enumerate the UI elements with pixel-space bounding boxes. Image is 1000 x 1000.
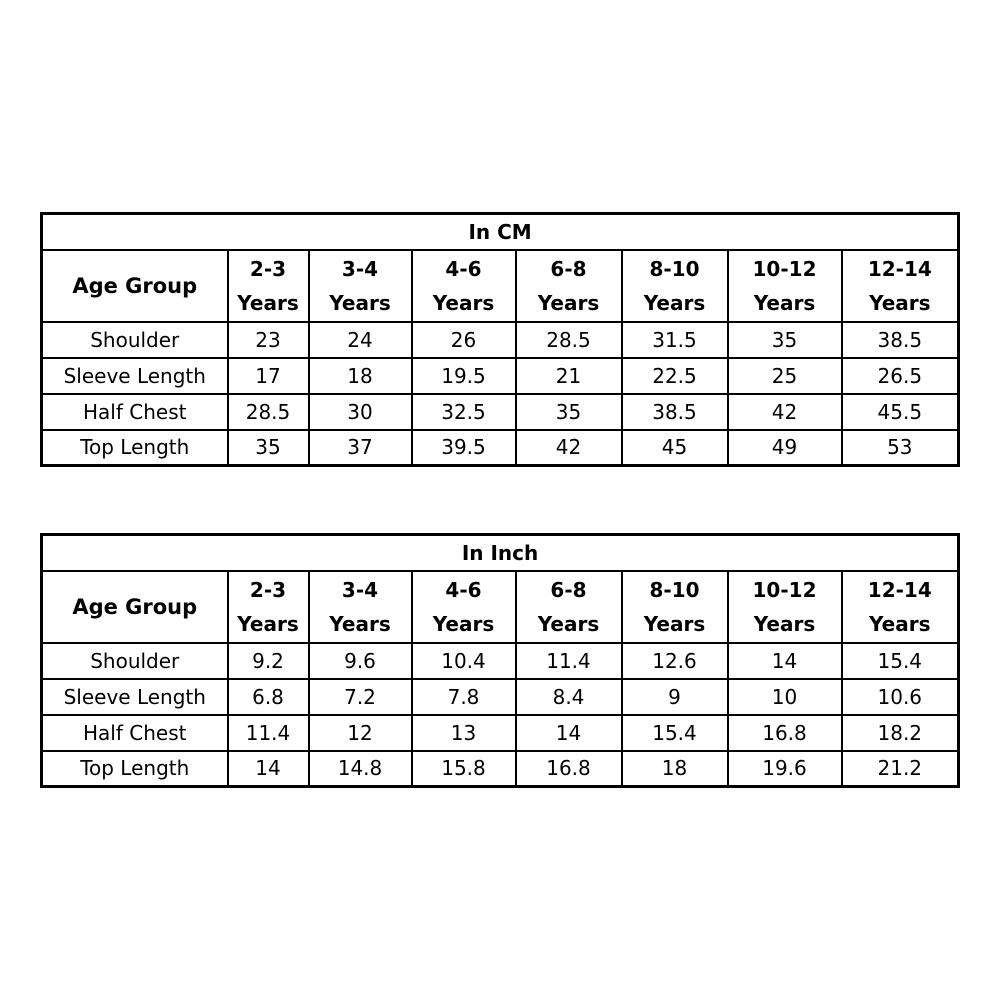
column-header-range: 3-4 bbox=[341, 256, 379, 281]
column-header bbox=[412, 571, 516, 643]
table-cell: 28.5 bbox=[228, 394, 309, 430]
column-header-unit: Years bbox=[329, 611, 391, 636]
table-row bbox=[42, 679, 959, 715]
size-table-inch bbox=[40, 533, 960, 788]
table-cell: 21.2 bbox=[842, 751, 959, 787]
table-cell: 30 bbox=[309, 394, 412, 430]
column-header bbox=[842, 571, 959, 643]
table-cell: 16.8 bbox=[728, 715, 842, 751]
table-cell: 19.6 bbox=[728, 751, 842, 787]
table-cell: 15.4 bbox=[842, 643, 959, 679]
column-header-range: 4-6 bbox=[445, 577, 482, 602]
column-header-range: 2-3 bbox=[249, 256, 287, 281]
table-row bbox=[42, 643, 959, 679]
table-cell: 25 bbox=[728, 358, 842, 394]
table-cell: 22.5 bbox=[622, 358, 728, 394]
table-cell: 21 bbox=[516, 358, 622, 394]
column-header bbox=[412, 250, 516, 322]
column-header-unit: Years bbox=[753, 290, 816, 315]
table-cell: 16.8 bbox=[516, 751, 622, 787]
table-cell: 23 bbox=[228, 322, 309, 358]
column-header-range: 2-3 bbox=[249, 577, 287, 602]
table-cell: 15.4 bbox=[622, 715, 728, 751]
column-header-range: 10-12 bbox=[752, 577, 817, 602]
table-cell: 42 bbox=[728, 394, 842, 430]
table-cell: 24 bbox=[309, 322, 412, 358]
table-row bbox=[42, 358, 959, 394]
table-caption-row bbox=[42, 214, 959, 250]
column-header bbox=[309, 571, 412, 643]
table-cell: 12.6 bbox=[622, 643, 728, 679]
table-cell: 17 bbox=[228, 358, 309, 394]
table-caption: In CM bbox=[42, 214, 959, 250]
table-cell: 9.2 bbox=[228, 643, 309, 679]
row-label: Shoulder bbox=[42, 322, 228, 358]
column-header-unit: Years bbox=[329, 290, 391, 315]
column-header bbox=[622, 250, 728, 322]
table-cell: 35 bbox=[228, 430, 309, 466]
column-header-range: 6-8 bbox=[550, 256, 587, 281]
column-header-unit: Years bbox=[237, 611, 299, 636]
table-cell: 35 bbox=[516, 394, 622, 430]
table-cell: 8.4 bbox=[516, 679, 622, 715]
row-label: Sleeve Length bbox=[42, 358, 228, 394]
column-header bbox=[728, 571, 842, 643]
table-cell: 49 bbox=[728, 430, 842, 466]
table-caption: In Inch bbox=[42, 535, 959, 571]
table-cell: 35 bbox=[728, 322, 842, 358]
row-label: Top Length bbox=[42, 430, 228, 466]
table-cell: 14.8 bbox=[309, 751, 412, 787]
table-cell: 26 bbox=[412, 322, 516, 358]
table-cell: 45 bbox=[622, 430, 728, 466]
row-label: Top Length bbox=[42, 751, 228, 787]
size-table-cm bbox=[40, 212, 960, 467]
table-cell: 11.4 bbox=[516, 643, 622, 679]
column-header-range: 12-14 bbox=[867, 577, 932, 602]
table-cell: 10.6 bbox=[842, 679, 959, 715]
table-cell: 38.5 bbox=[842, 322, 959, 358]
column-header-range: 4-6 bbox=[445, 256, 482, 281]
table-cell: 14 bbox=[728, 643, 842, 679]
table-cell: 7.2 bbox=[309, 679, 412, 715]
column-header-range: 8-10 bbox=[649, 577, 700, 602]
table-cell: 12 bbox=[309, 715, 412, 751]
table-cell: 10 bbox=[728, 679, 842, 715]
table-cell: 31.5 bbox=[622, 322, 728, 358]
age-group-header: Age Group bbox=[42, 250, 228, 322]
table-cell: 39.5 bbox=[412, 430, 516, 466]
column-header bbox=[309, 250, 412, 322]
table-header-row bbox=[42, 571, 959, 643]
column-header-unit: Years bbox=[753, 611, 816, 636]
table-cell: 10.4 bbox=[412, 643, 516, 679]
table-cell: 32.5 bbox=[412, 394, 516, 430]
table-header-row bbox=[42, 250, 959, 322]
table-cell: 37 bbox=[309, 430, 412, 466]
column-header-unit: Years bbox=[643, 290, 706, 315]
table-cell: 18 bbox=[309, 358, 412, 394]
column-header-unit: Years bbox=[432, 290, 495, 315]
table-cell: 9.6 bbox=[309, 643, 412, 679]
table-cell: 42 bbox=[516, 430, 622, 466]
table-cell: 19.5 bbox=[412, 358, 516, 394]
table-row bbox=[42, 430, 959, 466]
table-row bbox=[42, 751, 959, 787]
table-cell: 15.8 bbox=[412, 751, 516, 787]
table-cell: 14 bbox=[228, 751, 309, 787]
table-cell: 38.5 bbox=[622, 394, 728, 430]
column-header bbox=[228, 571, 309, 643]
column-header bbox=[228, 250, 309, 322]
column-header bbox=[842, 250, 959, 322]
column-header-range: 10-12 bbox=[752, 256, 817, 281]
row-label: Half Chest bbox=[42, 715, 228, 751]
table-cell: 28.5 bbox=[516, 322, 622, 358]
column-header-range: 3-4 bbox=[341, 577, 379, 602]
column-header-unit: Years bbox=[237, 290, 299, 315]
row-label: Sleeve Length bbox=[42, 679, 228, 715]
column-header-unit: Years bbox=[869, 290, 931, 315]
column-header bbox=[622, 571, 728, 643]
column-header bbox=[516, 571, 622, 643]
column-header-unit: Years bbox=[537, 290, 600, 315]
table-cell: 45.5 bbox=[842, 394, 959, 430]
table-cell: 9 bbox=[622, 679, 728, 715]
table-cell: 14 bbox=[516, 715, 622, 751]
column-header-unit: Years bbox=[432, 611, 495, 636]
row-label: Half Chest bbox=[42, 394, 228, 430]
table-row bbox=[42, 394, 959, 430]
table-cell: 53 bbox=[842, 430, 959, 466]
row-label: Shoulder bbox=[42, 643, 228, 679]
table-cell: 18 bbox=[622, 751, 728, 787]
table-cell: 7.8 bbox=[412, 679, 516, 715]
table-cell: 13 bbox=[412, 715, 516, 751]
column-header bbox=[728, 250, 842, 322]
table-cell: 18.2 bbox=[842, 715, 959, 751]
column-header-range: 6-8 bbox=[550, 577, 587, 602]
column-header-unit: Years bbox=[869, 611, 931, 636]
table-cell: 11.4 bbox=[228, 715, 309, 751]
column-header-unit: Years bbox=[643, 611, 706, 636]
column-header-unit: Years bbox=[537, 611, 600, 636]
table-row bbox=[42, 715, 959, 751]
table-cell: 26.5 bbox=[842, 358, 959, 394]
table-row bbox=[42, 322, 959, 358]
column-header bbox=[516, 250, 622, 322]
column-header-range: 12-14 bbox=[867, 256, 932, 281]
table-caption-row bbox=[42, 535, 959, 571]
column-header-range: 8-10 bbox=[649, 256, 700, 281]
table-cell: 6.8 bbox=[228, 679, 309, 715]
age-group-header: Age Group bbox=[42, 571, 228, 643]
